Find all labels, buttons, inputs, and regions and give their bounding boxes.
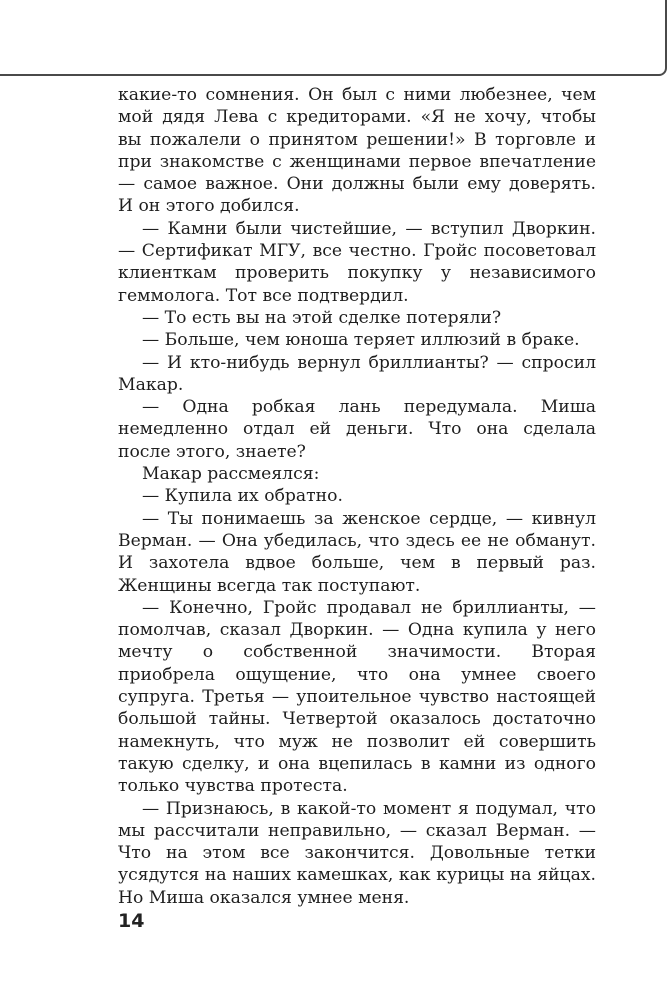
paragraph: — Больше, чем юноша теряет иллюзий в браке. bbox=[142, 330, 580, 351]
paragraph: — И кто-нибудь вернул бриллианты? — спросил Макар. bbox=[118, 352, 596, 395]
paragraph: — Ты понимаешь за женское сердце, — кивнул Верман. — Она убедилась, что здесь ее не обманут. И захотела вдвое больше, чем в первый раз. Женщины всегда так поступают. bbox=[118, 508, 596, 596]
body-text bbox=[118, 84, 596, 909]
paragraph: — Конечно, Гройс продавал не бриллианты, — помолчав, сказал Дворкин. — Одна купила у него мечту о собственной значимости. Вторая приобрела ощущение, что она умнее своего супруга. Третья — упоительное чувство настоящей большой тайны. Четвертой оказалось достаточно намекнуть, что муж не позволит ей совершить такую сделку, и она вцепилась в камни из одного только чувства протеста. bbox=[118, 597, 596, 797]
paragraph: — Одна робкая лань передумала. Миша немедленно отдал ей деньги. Что она сделала после этого, знаете? bbox=[118, 397, 596, 462]
header-frame bbox=[0, 0, 667, 76]
paragraph: — То есть вы на этой сделке потеряли? bbox=[142, 307, 502, 328]
paragraph: — Купила их обратно. bbox=[142, 486, 343, 507]
page-number: 14 bbox=[118, 910, 145, 932]
paragraph: какие-то сомнения. Он был с ними любезнее, чем мой дядя Лева с кредиторами. «Я не хочу, чтобы вы пожалели о принятом решении!» В торговле и при знакомстве с женщинами первое впечатление — самое важное. Они должны были ему доверять. И он этого добился. bbox=[118, 85, 596, 217]
paragraph: — Камни были чистейшие, — вступил Дворкин. — Сертификат МГУ, все честно. Гройс посоветовал клиенткам проверить покупку у независимого геммолога. Тот все подтвердил. bbox=[118, 218, 596, 306]
paragraph: Макар рассмеялся: bbox=[142, 464, 320, 485]
paragraph: — Признаюсь, в какой-то момент я подумал, что мы рассчитали неправильно, — сказал Верман. — Что на этом все закончится. Довольные тетки усядутся на наших камешках, как курицы на яйцах. Но Миша оказался умнее меня. bbox=[118, 798, 596, 908]
